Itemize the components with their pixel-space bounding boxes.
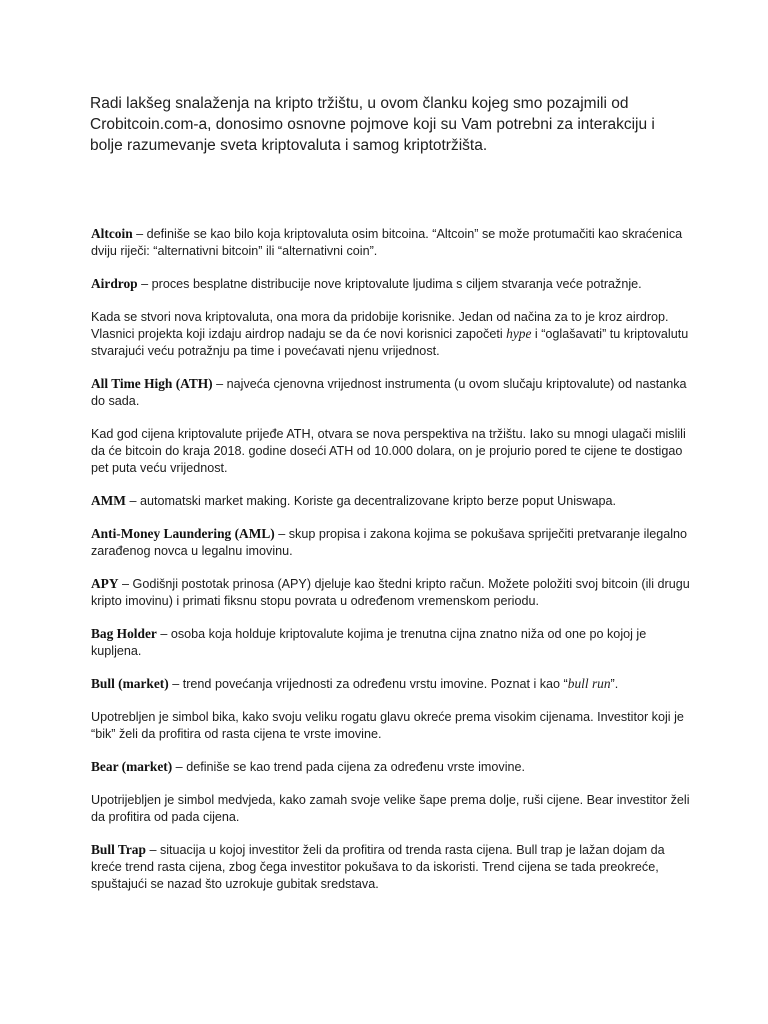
glossary-entry <box>91 759 691 776</box>
glossary-term: Altcoin <box>91 226 133 241</box>
glossary-term: Bull (market) <box>91 675 169 691</box>
glossary-term: Bag Holder <box>91 625 157 641</box>
glossary-definition: – proces besplatne distribucije nove kriptovalute ljudima s ciljem stvaranja veće potražnje. <box>137 276 642 291</box>
glossary-definition: – trend povećanja vrijednosti za određenu vrstu imovine. Poznat i kao “ <box>168 676 568 691</box>
glossary-entry <box>91 526 691 560</box>
glossary-term: Bear (market) <box>91 759 173 775</box>
intro-paragraph: Radi lakšeg snalaženja na kripto tržištu, u ovom članku kojeg smo pozajmili od Crobitcoin.com-a, donosimo osnovne pojmove koji su Vam potrebni za interakciju i bolje razumevanje sveta kriptovaluta i samog kriptotržišta. <box>90 95 655 154</box>
glossary-definition: – osoba koja holduje kriptovalute kojima je trenutna cijna znatno niža od one po kojoj je kupljena. <box>91 626 647 658</box>
glossary-definition: – Godišnji postotak prinosa (APY) djeluje kao štedni kripto račun. Možete položiti svoj bitcoin (ili drugu kripto imovinu) i primati fiksnu stopu povrata u određenom vremenskom periodu. <box>91 576 690 608</box>
glossary-definition: – definiše se kao trend pada cijena za određenu vrste imovine. <box>172 760 526 775</box>
glossary-term: Anti-Money Laundering (AML) <box>91 525 275 541</box>
paragraph-text-continued: i “oglašavati” tu kriptovalutu stvarajući veću potražnju pa time i povećavati njenu vrijednost. <box>91 326 689 358</box>
glossary-term: Airdrop <box>91 275 138 291</box>
glossary-entry <box>91 226 691 260</box>
glossary-definition: – automatski market making. Koriste ga decentralizovane kripto berze poput Uniswapa. <box>125 493 616 508</box>
glossary-term: APY <box>91 575 119 591</box>
glossary-entry <box>91 626 691 660</box>
glossary-entry <box>91 842 691 892</box>
glossary-paragraph <box>91 426 691 476</box>
italic-term: bull run <box>567 675 611 691</box>
italic-word: hype <box>506 325 532 341</box>
glossary-term: AMM <box>91 492 126 508</box>
glossary-paragraph <box>91 709 691 743</box>
glossary-list <box>91 226 691 909</box>
glossary-term: Bull Trap <box>91 842 146 858</box>
glossary-paragraph <box>91 309 691 359</box>
paragraph-text: Kad god cijena kriptovalute prijeđe ATH, otvara se nova perspektiva na tržištu. Iako su mnogi ulagači mislili da će bitcoin do kraja 2018. godine doseći ATH od 10.000 dolara, on je projurio pored te cijene te dostigao pet puta veću vrijednost. <box>91 426 686 475</box>
glossary-definition-end: ”. <box>610 676 619 691</box>
glossary-entry <box>91 493 691 510</box>
glossary-entry <box>91 676 691 693</box>
paragraph-text: Kada se stvori nova kriptovaluta, ona mora da pridobije korisnike. Jedan od načina za to je kroz airdrop. Vlasnici projekta koji izdaju airdrop nadaju se da će novi korisnici započeti <box>91 310 669 341</box>
glossary-definition: – skup propisa i zakona kojima se pokušava spriječiti pretvaranje ilegalno zarađenog novca u legalnu imovinu. <box>91 526 688 558</box>
glossary-definition: – definiše se kao bilo koja kriptovaluta osim bitcoina. “Altcoin” se može protumačiti kao skraćenica dviju riječi: “alternativni bitcoin” ili “alternativni coin”. <box>91 227 683 258</box>
glossary-definition: – najveća cjenovna vrijednost instrumenta (u ovom slučaju kriptovalute) od nastanka do sada. <box>91 376 687 408</box>
glossary-entry <box>91 376 691 410</box>
glossary-definition: – situacija u kojoj investitor želi da profitira od trenda rasta cijena. Bull trap je lažan dojam da kreće trend rasta cijena, zbog čega investitor pokušava to da iskoristi. Trend cijena se tada preokreće, spuštajući se nazad što uzrokuje gubitak sredstava. <box>91 843 665 891</box>
glossary-paragraph <box>91 792 691 826</box>
paragraph-text: Upotrijebljen je simbol medvjeda, kako zamah svoje velike šape prema dolje, ruši cijene. Bear investitor želi da profitira od pada cijena. <box>91 793 690 825</box>
glossary-term: All Time High (ATH) <box>91 375 213 391</box>
paragraph-text: Upotrebljen je simbol bika, kako svoju veliku rogatu glavu okreće prema visokim cijenama. Investitor koji je “bik” želi da profitira od rasta cijena te vrste imovine. <box>91 710 684 741</box>
glossary-entry <box>91 276 691 293</box>
glossary-entry <box>91 576 691 610</box>
